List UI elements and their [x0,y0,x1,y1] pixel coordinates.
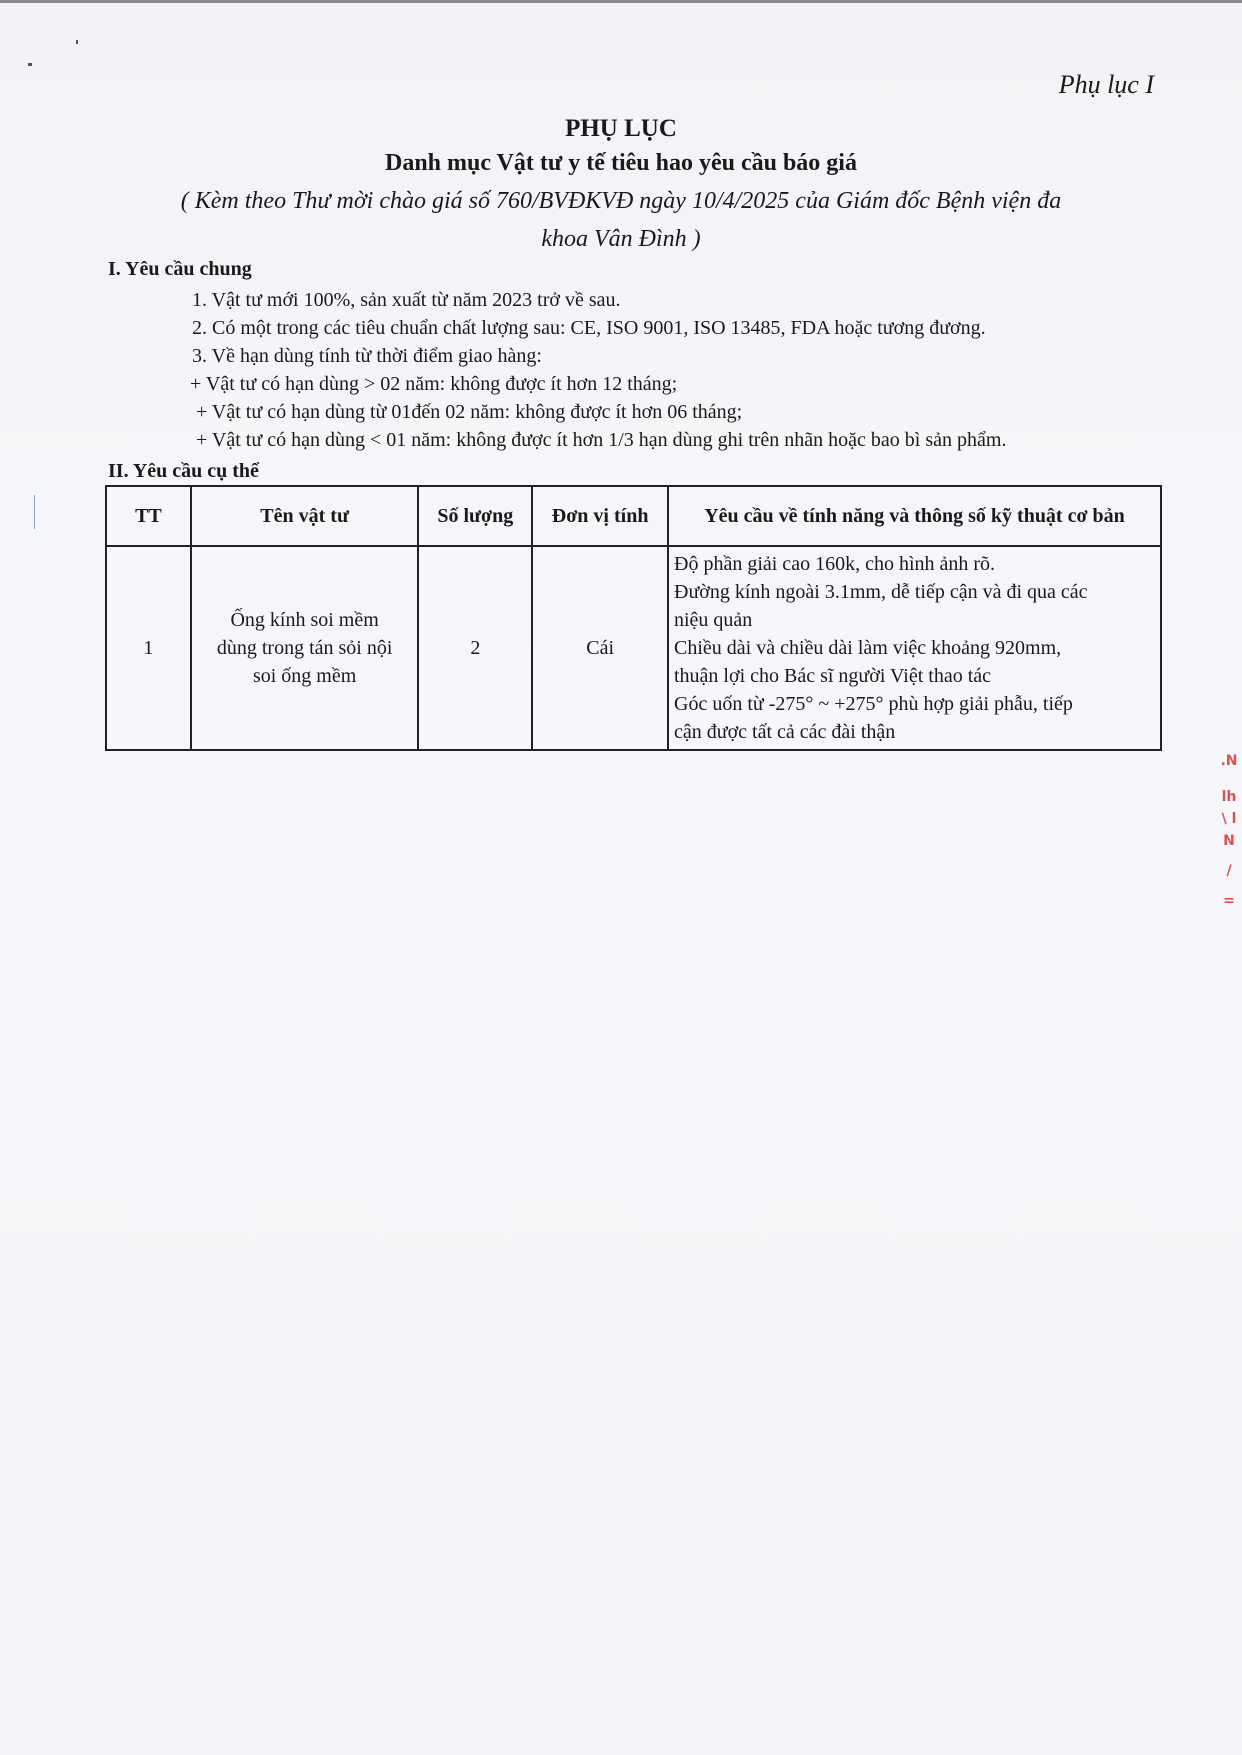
item-name-line: dùng trong tán sỏi nội [216,637,393,659]
reference-note [100,182,1142,258]
column-header-unit: Đơn vị tính [532,486,668,546]
column-header-tt: TT [106,486,191,546]
spec-line: Độ phần giải cao 160k, cho hình ảnh rõ. [674,553,996,575]
margin-stamp-fragment [1220,750,1238,912]
item-name-line: Ống kính soi mềm [230,609,379,631]
column-header-spec: Yêu cầu về tính năng và thông số kỹ thuật cơ bản [668,486,1161,546]
spec-table [105,485,1162,751]
requirement-subitem: + Vật tư có hạn dùng < 01 năm: không được ít hơn 1/3 hạn dùng ghi trên nhãn hoặc bao bì sản phẩm. [196,429,1007,451]
item-name-line: soi ống mềm [252,665,357,687]
cell-unit: Cái [532,546,668,750]
stamp-mark: / [1226,863,1232,879]
cell-tt: 1 [106,546,191,750]
stamp-mark: = [1223,893,1235,909]
stamp-mark: \ l [1221,811,1237,827]
requirement-item: 2. Có một trong các tiêu chuẩn chất lượng sau: CE, ISO 9001, ISO 13485, FDA hoặc tương đương. [192,317,986,339]
requirement-subitem: + Vật tư có hạn dùng từ 01đến 02 năm: không được ít hơn 06 tháng; [196,401,743,423]
table-header-row [106,486,1161,546]
requirement-subitem: + Vật tư có hạn dùng > 02 năm: không được ít hơn 12 tháng; [190,373,678,395]
specific-requirements-heading: II. Yêu cầu cụ thể [108,460,259,482]
title-block [100,112,1142,258]
reference-note-line: ( Kèm theo Thư mời chào giá số 760/BVĐKVĐ ngày 10/4/2025 của Giám đốc Bệnh viện đa [180,188,1062,214]
appendix-label: Phụ lục I [1058,70,1154,99]
spec-line: thuận lợi cho Bác sĩ người Việt thao tác [674,665,992,687]
stamp-mark: .N [1220,753,1238,769]
spec-line: cận được tất cả các đài thận [674,721,896,743]
requirement-item: 3. Về hạn dùng tính từ thời điểm giao hàng: [192,345,542,367]
cell-item-name [191,546,419,750]
column-header-quantity: Số lượng [418,486,532,546]
cell-quantity: 2 [418,546,532,750]
scan-speck [34,495,35,529]
page-title: PHỤ LỤC [565,115,677,142]
spec-line: niệu quản [674,609,753,631]
scan-speck [76,40,78,44]
stamp-mark: lh [1221,789,1237,805]
general-requirements-list [192,286,1006,454]
reference-note-line: khoa Vân Đình ) [541,226,701,252]
spec-line: Chiều dài và chiều dài làm việc khoảng 920mm, [674,637,1062,659]
spec-line: Đường kính ngoài 3.1mm, dễ tiếp cận và đi qua các [674,581,1088,603]
stamp-mark: N [1223,833,1235,849]
page-subtitle: Danh mục Vật tư y tế tiêu hao yêu cầu báo giá [385,150,857,176]
cell-spec [668,546,1161,750]
spec-line: Góc uốn từ -275° ~ +275° phù hợp giải phẫu, tiếp [674,693,1073,715]
requirement-item: 1. Vật tư mới 100%, sản xuất từ năm 2023 trở về sau. [192,289,621,311]
scan-edge [0,0,1242,3]
scan-speck [28,63,32,66]
table-row [106,546,1161,750]
column-header-name: Tên vật tư [191,486,419,546]
general-requirements-heading: I. Yêu cầu chung [108,258,252,280]
